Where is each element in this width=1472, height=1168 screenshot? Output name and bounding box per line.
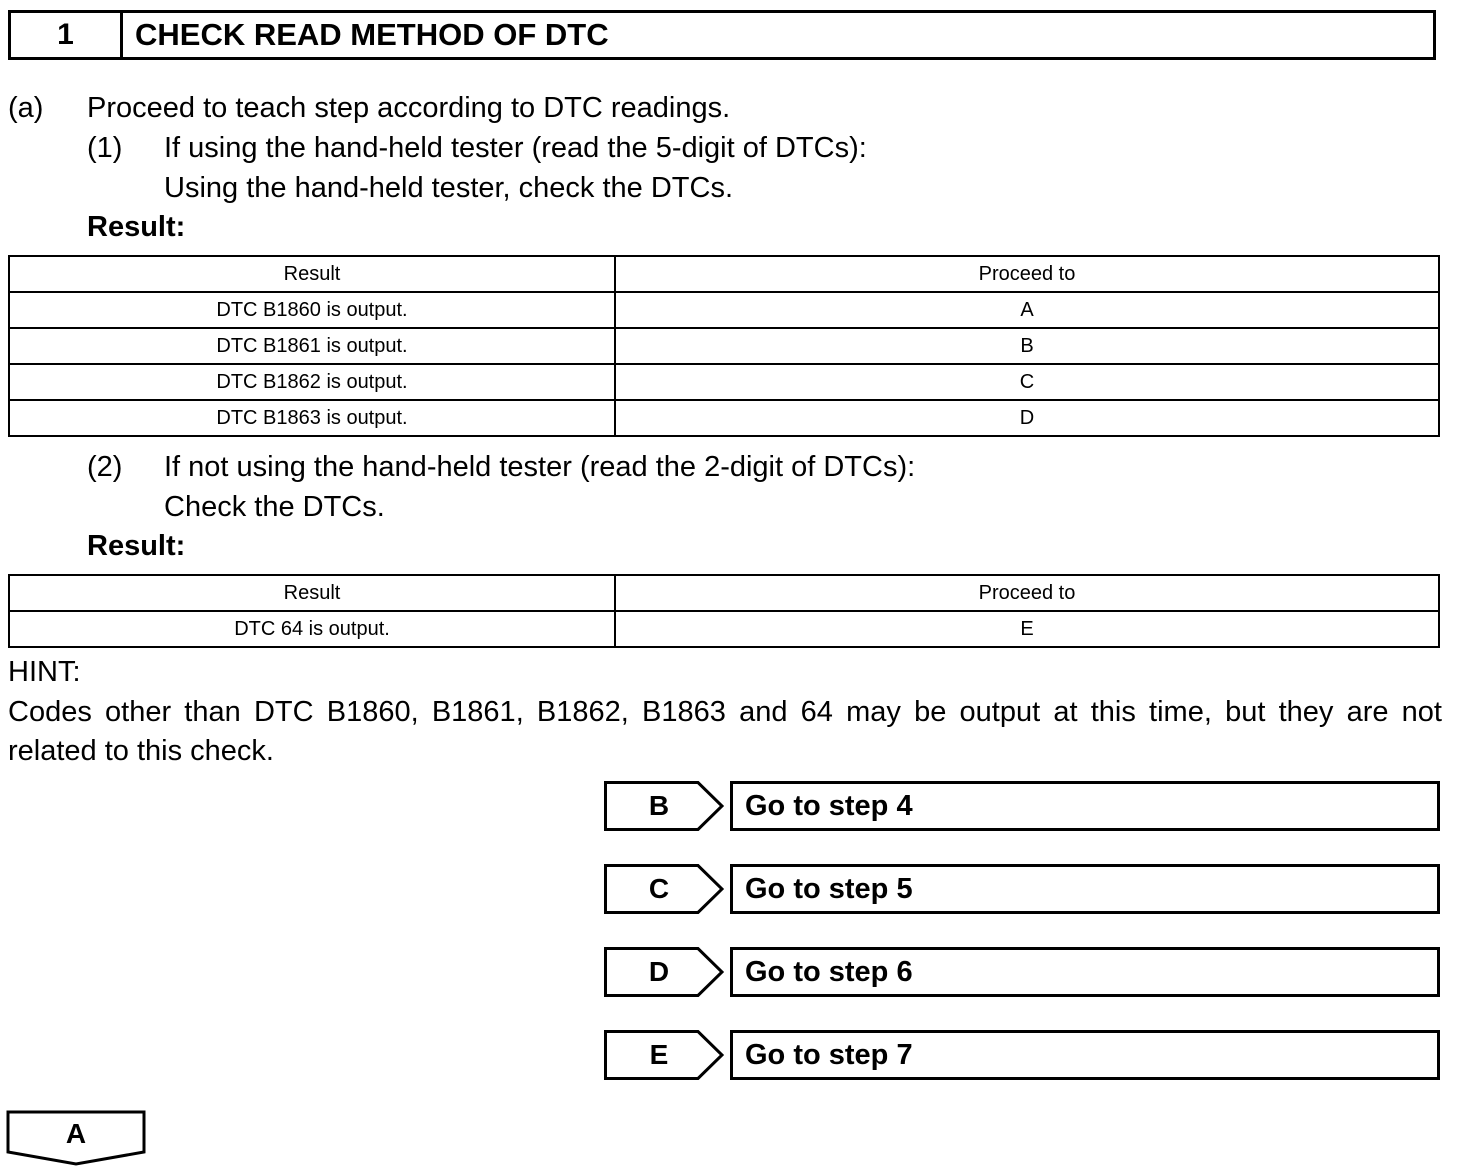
next-step-tab[interactable]: [6, 1110, 146, 1166]
table-header-result: Result: [9, 575, 615, 611]
table-cell-proceed: B: [615, 328, 1439, 364]
sub1-line2: Using the hand-held tester, check the DTCs.: [164, 172, 734, 204]
goto-letter: B: [648, 790, 670, 821]
table-row: [9, 611, 1439, 647]
table-cell-result: DTC B1862 is output.: [9, 364, 615, 400]
table-header-proceed: Proceed to: [615, 256, 1439, 292]
next-step-letter: A: [65, 1118, 87, 1149]
hint-line-2: related to this check.: [8, 735, 274, 767]
step-number: 1: [11, 13, 123, 57]
sub1-marker: (1): [87, 132, 123, 164]
goto-step-7[interactable]: [604, 1030, 1440, 1080]
sub1-line1: If using the hand-held tester (read the 5-digit of DTCs):: [164, 132, 867, 164]
result-table-2: [8, 574, 1440, 648]
hint-label: HINT:: [8, 656, 81, 688]
table-cell-proceed: C: [615, 364, 1439, 400]
goto-step-4[interactable]: [604, 781, 1440, 831]
table-cell-proceed: D: [615, 400, 1439, 436]
goto-letter: C: [648, 873, 670, 904]
table-cell-result: DTC 64 is output.: [9, 611, 615, 647]
goto-letter: E: [649, 1039, 669, 1070]
table-row: [9, 364, 1439, 400]
sub2-line1: If not using the hand-held tester (read the 2-digit of DTCs):: [164, 451, 916, 483]
goto-target: Go to step 7: [730, 1030, 1440, 1080]
sub2-marker: (2): [87, 451, 123, 483]
step-title: CHECK READ METHOD OF DTC: [135, 17, 609, 52]
table-row: [9, 400, 1439, 436]
table-cell-proceed: E: [615, 611, 1439, 647]
step-header: [8, 10, 1436, 60]
item-a-marker: (a): [8, 92, 44, 124]
goto-letter: D: [648, 956, 670, 987]
table-header-row: [9, 256, 1439, 292]
goto-target: Go to step 4: [730, 781, 1440, 831]
table-row: [9, 328, 1439, 364]
table-header-result: Result: [9, 256, 615, 292]
table-row: [9, 292, 1439, 328]
goto-step-6[interactable]: [604, 947, 1440, 997]
sub2-line2: Check the DTCs.: [164, 491, 385, 523]
item-a-text: Proceed to teach step according to DTC readings.: [87, 92, 731, 124]
goto-target: Go to step 6: [730, 947, 1440, 997]
table-cell-result: DTC B1860 is output.: [9, 292, 615, 328]
result-table-1: [8, 255, 1440, 437]
table-header-proceed: Proceed to: [615, 575, 1439, 611]
table-cell-result: DTC B1863 is output.: [9, 400, 615, 436]
table-cell-proceed: A: [615, 292, 1439, 328]
goto-target: Go to step 5: [730, 864, 1440, 914]
result-label-2: Result:: [87, 530, 186, 562]
goto-step-5[interactable]: [604, 864, 1440, 914]
table-cell-result: DTC B1861 is output.: [9, 328, 615, 364]
result-label-1: Result:: [87, 211, 186, 243]
hint-line-1: Codes other than DTC B1860, B1861, B1862, B1863 and 64 may be output at this time, but they are not: [8, 696, 1442, 728]
table-header-row: [9, 575, 1439, 611]
